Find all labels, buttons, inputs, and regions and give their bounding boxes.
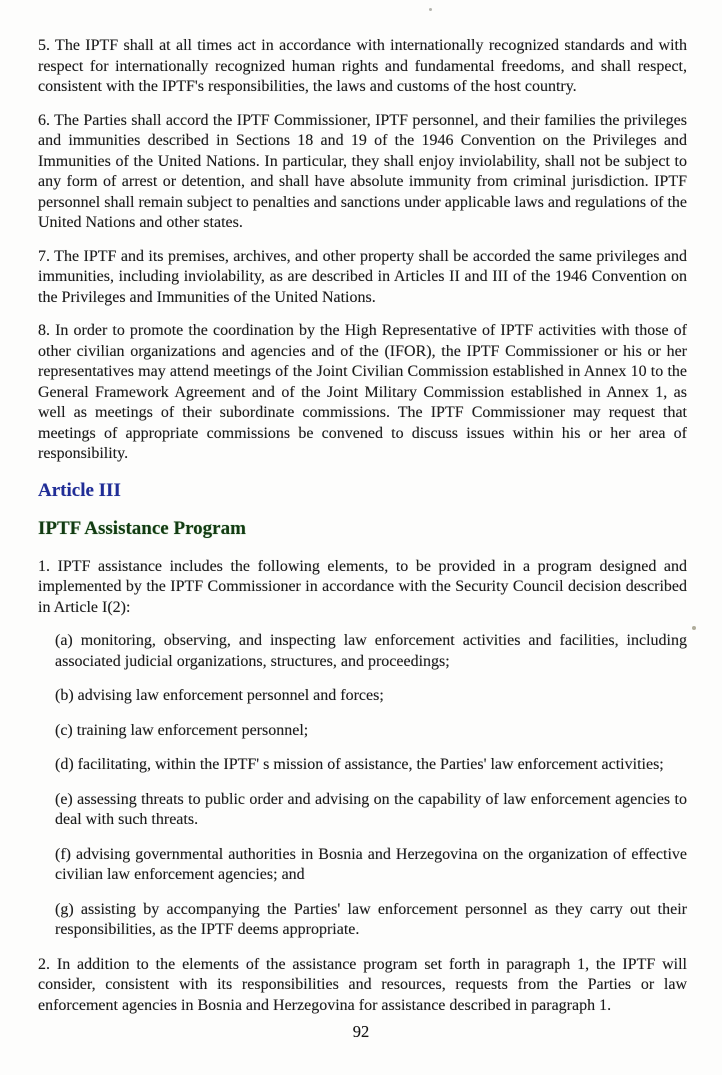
list-item-f: (f) advising governmental authorities in Bosnia and Herzegovina on the organization of effective civilian law enforcement agencies; and xyxy=(55,845,687,883)
scan-artifact-dot xyxy=(429,8,432,11)
list-item-c: (c) training law enforcement personnel; xyxy=(55,721,309,739)
list-item-a: (a) monitoring, observing, and inspecting law enforcement activities and facilities, including associated judicial organizations, structures, and proceedings; xyxy=(55,632,687,670)
paragraph-6: 6. The Parties shall accord the IPTF Commissioner, IPTF personnel, and their families the privileges and immunities described in Sections 18 and 19 of the 1946 Convention on the Privileges and Immunities of the United Nations. In particular, they shall enjoy inviolability, shall not be subject to any form of arrest or detention, and shall have absolute immunity from criminal jurisdiction. IPTF personnel shall remain subject to penalties and sanctions under applicable laws and regulations of the United Nations and other states. xyxy=(38,111,687,231)
list-item-e: (e) assessing threats to public order and advising on the capability of law enforcement agencies to deal with such threats. xyxy=(55,790,687,828)
article-heading: Article III xyxy=(38,479,121,501)
section-heading: IPTF Assistance Program xyxy=(38,517,246,539)
list-item-d: (d) facilitating, within the IPTF' s mission of assistance, the Parties' law enforcement activities; xyxy=(55,756,664,773)
paragraph-1: 1. IPTF assistance includes the following elements, to be provided in a program designed and implemented by the IPTF Commissioner in accordance with the Security Council decision described in Article I(2): xyxy=(38,557,687,616)
document-body xyxy=(38,36,687,1029)
paragraph-2: 2. In addition to the elements of the assistance program set forth in paragraph 1, the IPTF will consider, consistent with its responsibilities and resources, requests from the Parties or law enforcement agencies in Bosnia and Herzegovina for assistance described in paragraph 1. xyxy=(38,955,687,1014)
paragraph-8: 8. In order to promote the coordination by the High Representative of IPTF activities with those of other civilian organizations and agencies and of the (IFOR), the IPTF Commissioner or his or her representatives may attend meetings of the Joint Civilian Commission established in Annex 10 to the General Framework Agreement and of the Joint Military Commission established in Annex 1, as well as meetings of their subordinate commissions. The IPTF Commissioner may request that meetings of appropriate commissions be convened to discuss issues within his or her area of responsibility. xyxy=(38,322,687,462)
paragraph-7: 7. The IPTF and its premises, archives, and other property shall be accorded the same privileges and immunities, including inviolability, as are described in Articles II and III of the 1946 Convention on the Privileges and Immunities of the United Nations. xyxy=(38,247,687,306)
list-item-g: (g) assisting by accompanying the Parties' law enforcement personnel as they carry out their responsibilities, as the IPTF deems appropriate. xyxy=(55,900,687,938)
page-number: 92 xyxy=(352,1022,370,1041)
list-item-b: (b) advising law enforcement personnel and forces; xyxy=(55,687,384,704)
scan-artifact-dot xyxy=(692,626,696,630)
paragraph-5: 5. The IPTF shall at all times act in accordance with internationally recognized standards and with respect for internationally recognized human rights and fundamental freedoms, and shall respect, consistent with the IPTF's responsibilities, the laws and customs of the host country. xyxy=(38,37,687,95)
